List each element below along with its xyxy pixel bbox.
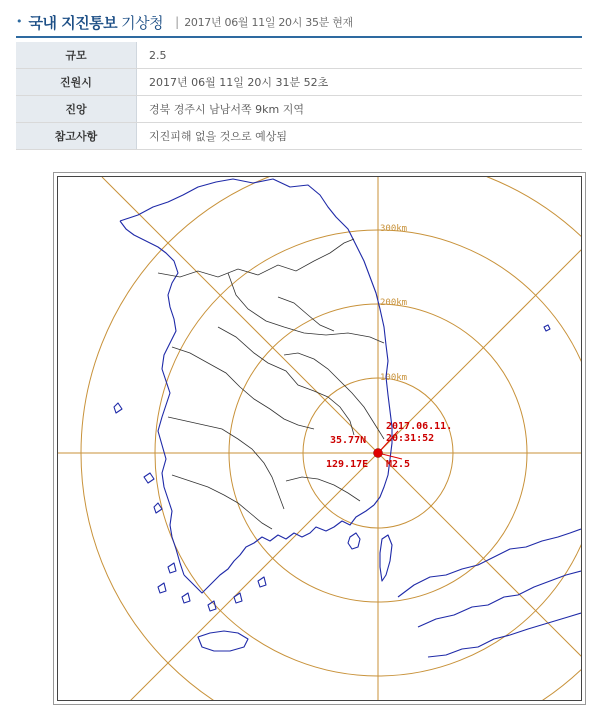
boundary-gangwon	[228, 273, 384, 343]
ring-label-200km: 200km	[380, 298, 408, 308]
island-tsushima	[380, 535, 392, 581]
boundary-dmz	[158, 239, 354, 277]
agency-name: 기상청	[121, 13, 164, 32]
epicenter-dot	[374, 449, 383, 458]
epicenter-map	[57, 176, 582, 701]
epicenter-magnitude: M2.5	[386, 459, 411, 470]
origin-time-value: 2017년 06월 11일 20시 31분 52초	[137, 69, 583, 96]
island-ulleung	[544, 325, 550, 331]
boundary-chungnam	[172, 347, 314, 429]
coastline-west	[120, 221, 184, 575]
report-header	[16, 8, 582, 38]
coastline-south	[184, 505, 374, 593]
epicenter-date: 2017.06.11.	[386, 421, 453, 432]
province-boundaries	[158, 239, 384, 529]
table-row	[16, 69, 582, 96]
report-title: 국내 지진통보	[28, 13, 118, 32]
boundary-jeonnam	[172, 475, 272, 529]
origin-time-label: 진원시	[16, 69, 137, 96]
table-row	[16, 96, 582, 123]
island-jeju	[198, 631, 248, 651]
note-label: 참고사항	[16, 123, 137, 150]
boundary-gyeongnam	[286, 477, 360, 501]
bullet-icon: •	[16, 14, 23, 28]
boundary-gyeongbuk	[284, 353, 384, 439]
report-timestamp: 2017년 06월 11일 20시 35분 현재	[184, 16, 353, 29]
table-row	[16, 42, 582, 69]
distance-rings	[58, 177, 581, 700]
table-row	[16, 123, 582, 150]
separator: |	[175, 15, 180, 29]
epicenter-label: 진앙	[16, 96, 137, 123]
boundary-chungbuk	[218, 327, 354, 435]
map-canvas	[58, 177, 581, 700]
earthquake-info-table	[16, 42, 582, 150]
epicenter-longitude: 129.17E	[326, 459, 369, 470]
magnitude-label: 규모	[16, 42, 137, 69]
ring-label-100km: 100km	[380, 373, 408, 383]
note-value: 지진피해 없을 것으로 예상됨	[137, 123, 583, 150]
epicenter-time: 20:31:52	[386, 433, 435, 444]
island-geoje	[348, 533, 360, 549]
epicenter-map-frame	[53, 172, 586, 705]
coastline-east	[120, 179, 392, 505]
magnitude-value: 2.5	[137, 42, 583, 69]
ring-label-300km: 300km	[380, 224, 408, 234]
epicenter-value: 경북 경주시 남남서쪽 9km 지역	[137, 96, 583, 123]
boundary-jeolla	[168, 417, 284, 509]
epicenter-latitude: 35.77N	[330, 435, 367, 446]
japan-coast	[398, 529, 581, 657]
